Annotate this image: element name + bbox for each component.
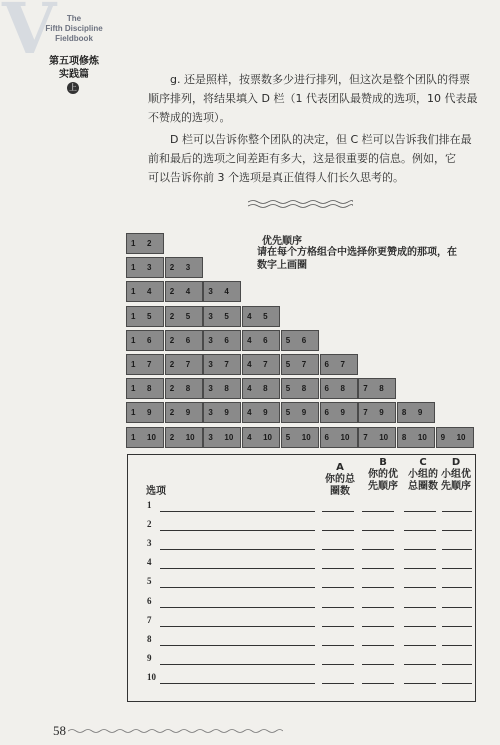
comparison-cell[interactable]: [242, 402, 280, 423]
option-number-b[interactable]: 6: [224, 335, 229, 345]
score-blank-c[interactable]: [404, 607, 436, 608]
comparison-cell[interactable]: [281, 427, 319, 448]
option-number-b[interactable]: 4: [185, 287, 191, 297]
option-number-b[interactable]: 9: [301, 408, 307, 418]
score-blank-d[interactable]: [442, 568, 472, 569]
comparison-cell[interactable]: [397, 402, 435, 423]
comparison-cell[interactable]: [203, 427, 241, 448]
option-write-line[interactable]: [160, 645, 315, 646]
score-blank-b[interactable]: [362, 587, 394, 588]
score-blank-b[interactable]: [362, 530, 394, 531]
option-number-a[interactable]: 3: [208, 408, 213, 418]
option-number-b[interactable]: 6: [301, 335, 307, 345]
option-number-b[interactable]: 3: [185, 263, 191, 273]
score-blank-b[interactable]: [362, 511, 394, 512]
option-row-number: 9: [147, 653, 152, 663]
option-number-b[interactable]: 6: [185, 335, 191, 345]
option-number-b[interactable]: 9: [224, 408, 229, 418]
comparison-cell[interactable]: [320, 402, 358, 423]
option-row-number: 8: [147, 634, 152, 644]
option-number-a[interactable]: 2: [169, 384, 175, 394]
paragraph-step-g: g. 还是照样，按票数多少进行排列，但这次是整个团队的得票 顺序排列，将结果填入 D 栏（1 代表团队最赞成的选项，10 代表最 不赞成的选项）。: [148, 73, 478, 124]
option-number-b[interactable]: 10: [301, 432, 311, 442]
option-number-a[interactable]: 9: [440, 432, 446, 442]
option-number-b[interactable]: 9: [340, 408, 345, 418]
score-blank-c[interactable]: [404, 664, 436, 665]
score-blank-a[interactable]: [322, 530, 354, 531]
option-row-number: 2: [147, 519, 152, 529]
comparison-cell[interactable]: [165, 306, 203, 327]
option-number-b[interactable]: 5: [224, 311, 229, 321]
option-number-b[interactable]: 9: [417, 408, 423, 418]
option-number-a[interactable]: 4: [247, 384, 252, 394]
comparison-cell[interactable]: [126, 281, 164, 302]
comparison-cell[interactable]: [358, 378, 396, 399]
comparison-cell[interactable]: [203, 330, 241, 351]
score-blank-d[interactable]: [442, 587, 472, 588]
option-number-a[interactable]: 1: [131, 432, 136, 442]
option-write-line[interactable]: [160, 683, 315, 684]
comparison-cell[interactable]: [242, 378, 280, 399]
option-number-a[interactable]: 3: [208, 384, 213, 394]
option-number-a[interactable]: 3: [208, 335, 213, 345]
option-number-b[interactable]: 4: [224, 287, 229, 297]
option-number-a[interactable]: 2: [169, 287, 175, 297]
option-row-number: 6: [147, 596, 152, 606]
option-number-b[interactable]: 7: [263, 360, 268, 369]
english-title: The Fifth Discipline Fieldbook: [45, 14, 103, 43]
option-number-a[interactable]: 5: [285, 360, 291, 369]
option-write-line[interactable]: [160, 530, 315, 531]
option-number-a[interactable]: 5: [285, 408, 291, 418]
option-row-number: 10: [147, 672, 156, 682]
options-header: 选项: [146, 486, 166, 497]
paragraph-column-d: D 栏可以告诉你整个团队的决定，但 C 栏可以告诉我们排在最 前和最后的选项之间差距有多大，这是很重要的信息。例如，它 可以告诉你前 3 个选项是真正值得人们长久思考的。: [148, 133, 472, 184]
score-blank-a[interactable]: [322, 568, 354, 569]
score-blank-b[interactable]: [362, 645, 394, 646]
comparison-cell[interactable]: [281, 402, 319, 423]
score-blank-c[interactable]: [404, 530, 436, 531]
score-blank-a[interactable]: [322, 549, 354, 550]
option-number-b[interactable]: 5: [147, 311, 152, 321]
option-number-a[interactable]: 1: [131, 360, 136, 369]
option-number-b[interactable]: 2: [147, 239, 152, 248]
option-row-number: 5: [147, 576, 152, 586]
option-number-b[interactable]: 9: [263, 408, 268, 418]
score-blank-c[interactable]: [404, 683, 436, 684]
comparison-cell[interactable]: [126, 354, 164, 375]
option-number-b[interactable]: 5: [263, 311, 268, 321]
option-number-b[interactable]: 8: [224, 384, 229, 394]
column-a-header: A 你的总 圈数: [325, 462, 355, 497]
option-number-a[interactable]: 6: [324, 360, 329, 369]
option-number-b[interactable]: 10: [417, 432, 427, 442]
option-number-a[interactable]: 6: [324, 408, 329, 418]
score-blank-d[interactable]: [442, 683, 472, 684]
option-number-a[interactable]: 7: [363, 384, 368, 394]
option-number-b[interactable]: 9: [147, 408, 152, 418]
score-blank-b[interactable]: [362, 607, 394, 608]
option-number-b[interactable]: 6: [263, 335, 268, 345]
score-blank-b[interactable]: [362, 568, 394, 569]
comparison-cell[interactable]: [126, 233, 164, 254]
option-number-b[interactable]: 9: [379, 408, 384, 418]
option-number-a[interactable]: 4: [247, 408, 252, 418]
option-number-a[interactable]: 2: [169, 311, 175, 321]
option-number-b[interactable]: 7: [185, 360, 191, 369]
option-number-a[interactable]: 1: [131, 384, 136, 394]
option-number-a[interactable]: 2: [169, 360, 175, 369]
option-number-b[interactable]: 8: [301, 384, 307, 394]
option-number-b[interactable]: 7: [147, 360, 152, 369]
option-number-a[interactable]: 4: [247, 432, 252, 442]
option-number-b[interactable]: 7: [301, 360, 307, 369]
option-number-b[interactable]: 8: [185, 384, 191, 394]
comparison-cell[interactable]: [203, 306, 241, 327]
option-number-a[interactable]: 4: [247, 311, 252, 321]
option-write-line[interactable]: [160, 587, 315, 588]
priority-instruction: 请在每个方格组合中选择你更赞成的那项，在 数字上画圈: [257, 247, 457, 271]
option-number-b[interactable]: 10: [185, 432, 195, 442]
option-number-a[interactable]: 5: [285, 384, 291, 394]
option-number-a[interactable]: 7: [363, 408, 368, 418]
comparison-cell[interactable]: [203, 281, 241, 302]
comparison-cell[interactable]: [320, 354, 358, 375]
score-blank-a[interactable]: [322, 626, 354, 627]
option-row-number: 3: [147, 538, 152, 548]
comparison-cell[interactable]: [126, 378, 164, 399]
option-number-b[interactable]: 8: [147, 384, 152, 394]
comparison-cell[interactable]: [203, 354, 241, 375]
comparison-cell[interactable]: [281, 354, 319, 375]
column-d-header: D 小组优 先顺序: [441, 457, 471, 492]
score-blank-a[interactable]: [322, 511, 354, 512]
option-number-a[interactable]: 1: [131, 311, 136, 321]
option-number-b[interactable]: 10: [263, 432, 272, 442]
comparison-cell[interactable]: [165, 427, 203, 448]
column-c-header: C 小组的 总圈数: [408, 457, 438, 492]
comparison-cell[interactable]: [126, 257, 164, 278]
option-number-b[interactable]: 10: [340, 432, 350, 442]
comparison-cell[interactable]: [281, 378, 319, 399]
option-number-b[interactable]: 4: [147, 287, 152, 297]
comparison-cell[interactable]: [165, 402, 203, 423]
logo-letter: V: [2, 0, 57, 70]
option-number-a[interactable]: 1: [131, 335, 136, 345]
option-number-a[interactable]: 8: [401, 432, 407, 442]
option-number-a[interactable]: 1: [131, 408, 136, 418]
decorative-wave: [248, 200, 353, 208]
option-number-a[interactable]: 2: [169, 263, 175, 273]
option-number-a[interactable]: 5: [285, 432, 291, 442]
comparison-cell[interactable]: [126, 402, 164, 423]
option-row-number: 7: [147, 615, 152, 625]
score-blank-a[interactable]: [322, 587, 354, 588]
option-number-a[interactable]: 2: [169, 432, 175, 442]
option-number-a[interactable]: 4: [247, 335, 252, 345]
chinese-title: 第五项修炼 实践篇: [49, 56, 99, 80]
option-number-b[interactable]: 10: [224, 432, 234, 442]
score-blank-c[interactable]: [404, 645, 436, 646]
score-blank-c[interactable]: [404, 568, 436, 569]
option-number-a[interactable]: 6: [324, 432, 329, 442]
priority-title: 优先顺序: [262, 236, 302, 247]
score-blank-b[interactable]: [362, 664, 394, 665]
score-blank-d[interactable]: [442, 511, 472, 512]
option-number-b[interactable]: 10: [456, 432, 466, 442]
option-number-a[interactable]: 3: [208, 432, 213, 442]
option-number-b[interactable]: 5: [185, 311, 191, 321]
score-blank-d[interactable]: [442, 530, 472, 531]
page-number: 58: [53, 723, 66, 738]
score-blank-b[interactable]: [362, 683, 394, 684]
option-number-b[interactable]: 10: [379, 432, 389, 442]
option-write-line[interactable]: [160, 664, 315, 665]
option-number-a[interactable]: 1: [131, 263, 136, 273]
comparison-cell[interactable]: [436, 427, 474, 448]
option-number-a[interactable]: 4: [247, 360, 252, 369]
option-number-b[interactable]: 7: [340, 360, 345, 369]
option-number-a[interactable]: 3: [208, 360, 213, 369]
comparison-cell[interactable]: [165, 281, 203, 302]
option-number-a[interactable]: 1: [131, 239, 136, 248]
volume-badge: 上: [69, 83, 77, 92]
score-blank-d[interactable]: [442, 645, 472, 646]
option-number-b[interactable]: 3: [147, 263, 152, 273]
comparison-cell[interactable]: [320, 378, 358, 399]
comparison-cell[interactable]: [165, 330, 203, 351]
option-write-line[interactable]: [160, 607, 315, 608]
option-number-b[interactable]: 7: [224, 360, 229, 369]
comparison-cell[interactable]: [165, 257, 203, 278]
score-blank-b[interactable]: [362, 549, 394, 550]
comparison-cell[interactable]: [165, 378, 203, 399]
option-number-a[interactable]: 6: [324, 384, 329, 394]
option-number-b[interactable]: 9: [185, 408, 191, 418]
option-write-line[interactable]: [160, 568, 315, 569]
option-write-line[interactable]: [160, 549, 315, 550]
score-blank-d[interactable]: [442, 549, 472, 550]
column-b-header: B 你的优 先顺序: [368, 457, 398, 492]
comparison-cell[interactable]: [320, 427, 358, 448]
option-number-b[interactable]: 10: [147, 432, 156, 442]
option-number-a[interactable]: 2: [169, 335, 175, 345]
comparison-cell[interactable]: [281, 330, 319, 351]
option-row-number: 4: [147, 557, 152, 567]
score-blank-d[interactable]: [442, 664, 472, 665]
comparison-cell[interactable]: [203, 378, 241, 399]
option-number-a[interactable]: 2: [169, 408, 175, 418]
comparison-cell[interactable]: [126, 330, 164, 351]
comparison-cell[interactable]: [203, 402, 241, 423]
option-number-b[interactable]: 8: [379, 384, 384, 394]
score-blank-c[interactable]: [404, 626, 436, 627]
footer-wave: [68, 727, 283, 735]
score-blank-a[interactable]: [322, 664, 354, 665]
comparison-cell[interactable]: [242, 427, 280, 448]
option-number-a[interactable]: 7: [363, 432, 368, 442]
score-blank-a[interactable]: [322, 607, 354, 608]
option-row-number: 1: [147, 500, 152, 510]
comparison-cell[interactable]: [165, 354, 203, 375]
option-write-line[interactable]: [160, 626, 315, 627]
score-blank-b[interactable]: [362, 626, 394, 627]
option-number-a[interactable]: 8: [401, 408, 407, 418]
option-number-b[interactable]: 6: [147, 335, 152, 345]
option-number-a[interactable]: 3: [208, 311, 213, 321]
option-number-b[interactable]: 8: [340, 384, 345, 394]
score-blank-c[interactable]: [404, 549, 436, 550]
comparison-cell[interactable]: [397, 427, 435, 448]
option-number-b[interactable]: 8: [263, 384, 268, 394]
score-blank-d[interactable]: [442, 626, 472, 627]
comparison-cell[interactable]: [242, 330, 280, 351]
score-blank-c[interactable]: [404, 587, 436, 588]
comparison-cell[interactable]: [242, 306, 280, 327]
score-blank-d[interactable]: [442, 607, 472, 608]
comparison-cell[interactable]: [126, 427, 164, 448]
option-number-a[interactable]: 5: [285, 335, 291, 345]
book-logo: [0, 0, 110, 100]
score-blank-a[interactable]: [322, 645, 354, 646]
comparison-cell[interactable]: [242, 354, 280, 375]
comparison-cell[interactable]: [358, 427, 396, 448]
comparison-cell[interactable]: [358, 402, 396, 423]
option-write-line[interactable]: [160, 511, 315, 512]
comparison-cell[interactable]: [126, 306, 164, 327]
score-blank-a[interactable]: [322, 683, 354, 684]
score-blank-c[interactable]: [404, 511, 436, 512]
option-number-a[interactable]: 1: [131, 287, 136, 297]
option-number-a[interactable]: 3: [208, 287, 213, 297]
